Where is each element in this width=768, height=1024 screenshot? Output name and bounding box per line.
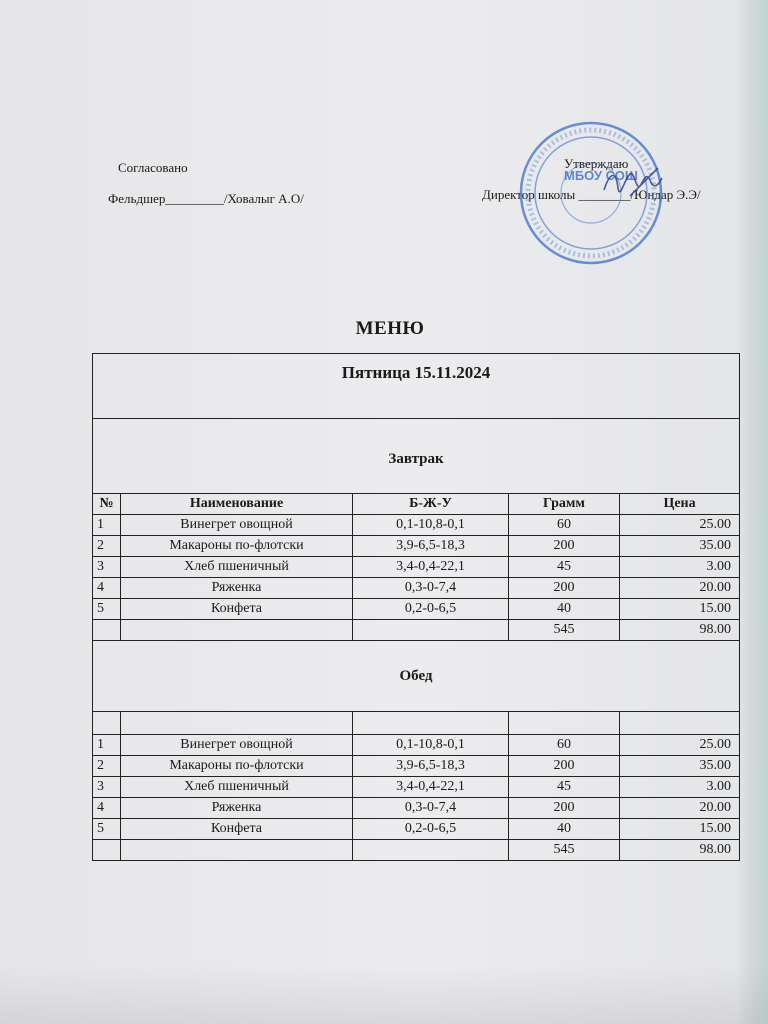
- table-row: [93, 599, 740, 620]
- dish-bju: 3,9-6,5-18,3: [353, 756, 509, 777]
- table-row: [93, 557, 740, 578]
- dish-name: Ряженка: [121, 798, 353, 819]
- table-row: [93, 578, 740, 599]
- empty-cell: [93, 840, 121, 861]
- row-number: 1: [93, 735, 121, 756]
- dish-price: 15.00: [620, 599, 740, 620]
- table-row: [93, 536, 740, 557]
- breakfast-total-row: [93, 620, 740, 641]
- dish-price: 20.00: [620, 578, 740, 599]
- table-header-row: [93, 494, 740, 515]
- table-row: [93, 515, 740, 536]
- row-number: 2: [93, 536, 121, 557]
- dish-price: 20.00: [620, 798, 740, 819]
- empty-cell: [121, 620, 353, 641]
- row-number: 5: [93, 819, 121, 840]
- lunch-section-row: [93, 641, 740, 712]
- row-number: 2: [93, 756, 121, 777]
- empty-cell: [353, 620, 509, 641]
- empty-cell: [353, 712, 509, 735]
- empty-cell: [93, 712, 121, 735]
- empty-cell: [121, 712, 353, 735]
- dish-bju: 0,1-10,8-0,1: [353, 735, 509, 756]
- column-header-price: Цена: [620, 494, 740, 515]
- dish-bju: 3,9-6,5-18,3: [353, 536, 509, 557]
- column-header-bju: Б-Ж-У: [353, 494, 509, 515]
- lunch-blank-row: [93, 712, 740, 735]
- dish-gram: 45: [509, 777, 620, 798]
- row-number: 3: [93, 557, 121, 578]
- breakfast-section-row: [93, 419, 740, 494]
- dish-name: Винегрет овощной: [121, 515, 353, 536]
- day-row: [93, 354, 740, 419]
- dish-name: Ряженка: [121, 578, 353, 599]
- dish-price: 25.00: [620, 515, 740, 536]
- total-price: 98.00: [620, 620, 740, 641]
- empty-cell: [353, 840, 509, 861]
- dish-name: Конфета: [121, 599, 353, 620]
- column-header-number: №: [93, 494, 121, 515]
- dish-bju: 0,1-10,8-0,1: [353, 515, 509, 536]
- dish-price: 15.00: [620, 819, 740, 840]
- dish-bju: 0,2-0-6,5: [353, 599, 509, 620]
- lunch-title: Обед: [93, 641, 740, 712]
- menu-table: [92, 353, 740, 861]
- director-signature-line: Директор школы ________/Юндар Э.Э/: [482, 187, 701, 202]
- dish-bju: 3,4-0,4-22,1: [353, 557, 509, 578]
- table-row: [93, 735, 740, 756]
- dish-price: 3.00: [620, 557, 740, 578]
- dish-name: Винегрет овощной: [121, 735, 353, 756]
- dish-bju: 0,2-0-6,5: [353, 819, 509, 840]
- column-header-name: Наименование: [121, 494, 353, 515]
- row-number: 4: [93, 578, 121, 599]
- total-gram: 545: [509, 620, 620, 641]
- document-title: МЕНЮ: [355, 318, 425, 339]
- dish-bju: 0,3-0-7,4: [353, 798, 509, 819]
- row-number: 5: [93, 599, 121, 620]
- dish-price: 25.00: [620, 735, 740, 756]
- dish-gram: 200: [509, 536, 620, 557]
- total-price: 98.00: [620, 840, 740, 861]
- dish-gram: 200: [509, 756, 620, 777]
- day-title: Пятница 15.11.2024: [93, 354, 740, 419]
- row-number: 1: [93, 515, 121, 536]
- dish-name: Конфета: [121, 819, 353, 840]
- row-number: 4: [93, 798, 121, 819]
- table-row: [93, 798, 740, 819]
- column-header-gram: Грамм: [509, 494, 620, 515]
- medic-signature-line: Фельдшер_________/Ховалыг А.О/: [108, 191, 304, 206]
- row-number: 3: [93, 777, 121, 798]
- dish-gram: 200: [509, 798, 620, 819]
- stamp-text: МБОУ СОШ: [564, 168, 638, 183]
- total-gram: 545: [509, 840, 620, 861]
- dish-name: Хлеб пшеничный: [121, 557, 353, 578]
- dish-name: Макароны по-флотски: [121, 536, 353, 557]
- director-signature: [600, 160, 670, 210]
- table-row: [93, 819, 740, 840]
- approved-right-label: Утверждаю: [564, 156, 629, 171]
- dish-name: Хлеб пшеничный: [121, 777, 353, 798]
- table-row: [93, 777, 740, 798]
- empty-cell: [509, 712, 620, 735]
- empty-cell: [93, 620, 121, 641]
- empty-cell: [620, 712, 740, 735]
- page-shadow: [0, 964, 768, 1024]
- dish-price: 35.00: [620, 536, 740, 557]
- dish-gram: 60: [509, 735, 620, 756]
- dish-price: 3.00: [620, 777, 740, 798]
- lunch-total-row: [93, 840, 740, 861]
- empty-cell: [121, 840, 353, 861]
- dish-gram: 45: [509, 557, 620, 578]
- dish-gram: 40: [509, 819, 620, 840]
- dish-gram: 200: [509, 578, 620, 599]
- dish-name: Макароны по-флотски: [121, 756, 353, 777]
- dish-gram: 60: [509, 515, 620, 536]
- approved-left-label: Согласовано: [118, 160, 188, 175]
- table-row: [93, 756, 740, 777]
- dish-bju: 3,4-0,4-22,1: [353, 777, 509, 798]
- page-edge: [738, 0, 768, 1024]
- dish-bju: 0,3-0-7,4: [353, 578, 509, 599]
- dish-gram: 40: [509, 599, 620, 620]
- dish-price: 35.00: [620, 756, 740, 777]
- breakfast-title: Завтрак: [93, 419, 740, 494]
